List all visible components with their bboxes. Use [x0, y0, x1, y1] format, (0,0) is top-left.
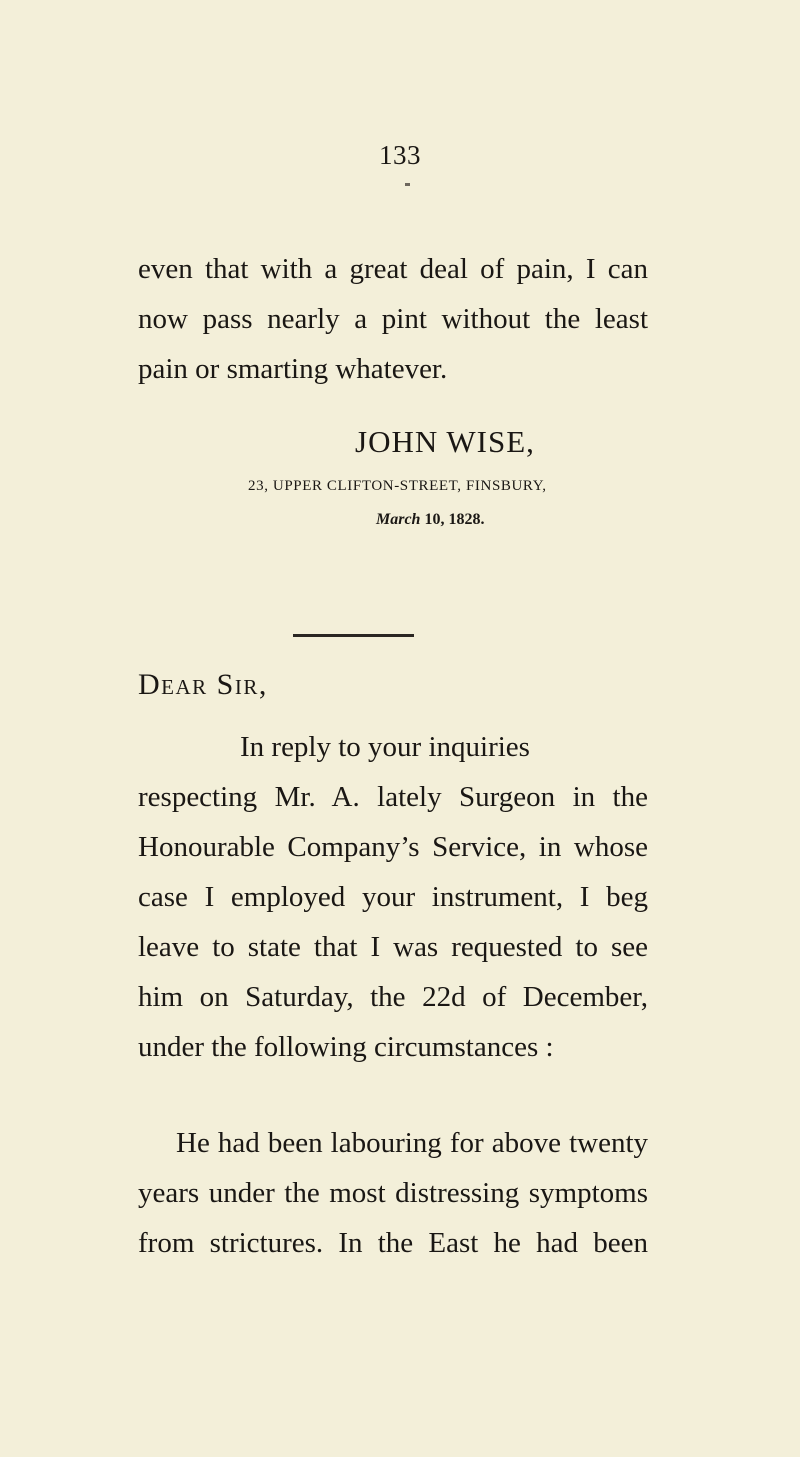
salutation: Dear Sir,	[138, 668, 268, 701]
paragraph-line: He had been labouring for above twenty	[176, 1127, 648, 1159]
paragraph-line: under the following circumstances :	[138, 1031, 554, 1063]
paragraph-line: now pass nearly a pint without the least	[138, 303, 648, 335]
paragraph-line: pain or smarting whatever.	[138, 353, 448, 385]
paragraph-line: respecting Mr. A. lately Surgeon in the	[138, 781, 648, 813]
paragraph-1	[138, 244, 648, 394]
paragraph-3	[138, 1118, 648, 1268]
paragraph-line: Honourable Company’s Service, in whose	[138, 831, 648, 863]
paragraph-line: leave to state that I was requested to see	[138, 931, 648, 963]
signature-address: 23, UPPER CLIFTON-STREET, FINSBURY,	[248, 478, 547, 494]
paragraph-line: him on Saturday, the 22d of December,	[138, 981, 648, 1013]
signature-date-rest: 10, 1828.	[424, 511, 485, 528]
paragraph-line: years under the most distressing symptoms	[138, 1177, 648, 1209]
paragraph-2	[138, 722, 648, 1072]
signature-name: JOHN WISE,	[355, 424, 535, 459]
paragraph-line: case I employed your instrument, I beg	[138, 881, 648, 913]
signature-date	[376, 511, 484, 529]
page-number: 133	[379, 140, 421, 170]
signature-date-month: March	[376, 511, 421, 528]
printer-mark	[405, 183, 410, 186]
section-divider	[293, 634, 414, 637]
paragraph-line: even that with a great deal of pain, I can	[138, 253, 648, 285]
paragraph-line: In reply to your inquiries	[240, 731, 530, 763]
paragraph-line: from strictures. In the East he had been	[138, 1227, 648, 1259]
